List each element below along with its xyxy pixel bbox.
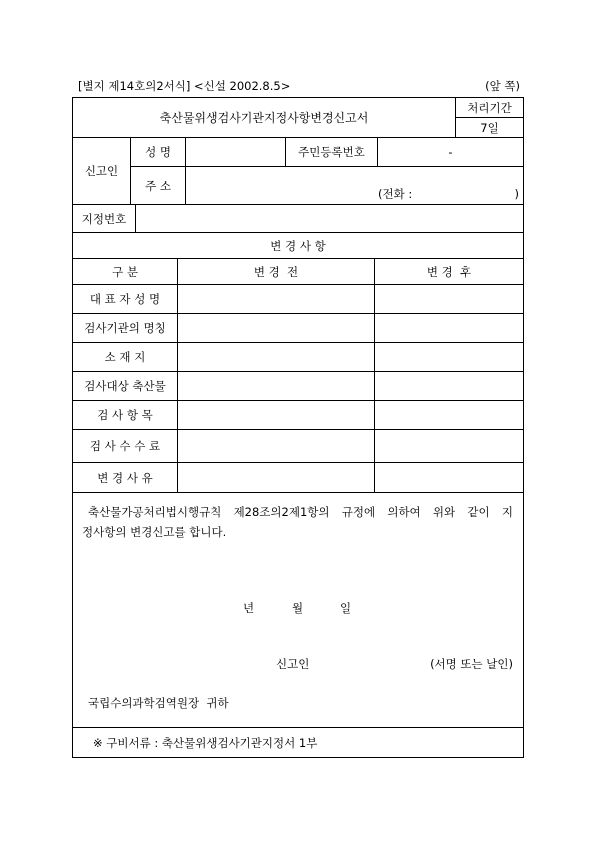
row-label-inspected-products: 검사대상 축산물 <box>72 371 178 401</box>
phone-label: (전화 : <box>378 187 413 201</box>
after-field-location[interactable] <box>374 342 524 372</box>
date-month-label: 월 <box>292 601 304 615</box>
before-field-inspection-fee[interactable] <box>177 429 375 463</box>
column-header-category: 구 분 <box>72 258 178 285</box>
after-field-representative-name[interactable] <box>374 284 524 314</box>
after-field-change-reason[interactable] <box>374 462 524 493</box>
row-label-inspection-fee: 검 사 수 수 료 <box>72 429 178 463</box>
applicant-label: 신고인 <box>72 137 131 205</box>
phone-close-paren: ) <box>514 187 519 201</box>
date-year-label: 년 <box>243 601 255 615</box>
address-label: 주 소 <box>130 166 186 205</box>
page-side-label: (앞 쪽) <box>485 79 520 93</box>
before-field-inspected-products[interactable] <box>177 371 375 401</box>
row-label-change-reason: 변 경 사 유 <box>72 462 178 493</box>
after-field-institution-name[interactable] <box>374 313 524 343</box>
before-field-representative-name[interactable] <box>177 284 375 314</box>
attachments-note: ※ 구비서류 : 축산물위생검사기관지정서 1부 <box>72 727 524 758</box>
after-field-inspected-products[interactable] <box>374 371 524 401</box>
column-header-before: 변 경 전 <box>177 258 375 285</box>
before-field-inspection-items[interactable] <box>177 400 375 430</box>
before-field-location[interactable] <box>177 342 375 372</box>
name-label: 성 명 <box>130 137 186 167</box>
form-number: [별지 제14호의2서식] <신설 2002.8.5> <box>78 79 291 93</box>
name-field[interactable] <box>185 137 286 167</box>
address-field[interactable] <box>185 166 524 205</box>
row-label-inspection-items: 검 사 항 목 <box>72 400 178 430</box>
signer-label: 신고인 <box>276 657 310 671</box>
declaration-text-line-1: 축산물가공처리법시행규칙 제28조의2제1항의 규정에 의하여 위와 같이 지 <box>88 505 513 519</box>
addressee: 국립수의과학검역원장 귀하 <box>88 696 229 710</box>
declaration-text-line-2: 정사항의 변경신고를 합니다. <box>82 525 227 539</box>
row-label-institution-name: 검사기관의 명칭 <box>72 313 178 343</box>
before-field-change-reason[interactable] <box>177 462 375 493</box>
declaration-block <box>72 492 524 728</box>
resident-number-label: 주민등록번호 <box>285 137 378 167</box>
processing-period-label: 처리기간 <box>455 97 524 118</box>
form-title: 축산물위생검사기관지정사항변경신고서 <box>72 97 456 138</box>
designation-number-field[interactable] <box>135 204 524 233</box>
column-header-after: 변 경 후 <box>374 258 524 285</box>
resident-number-separator: - <box>448 145 453 159</box>
processing-period-value: 7일 <box>455 117 524 138</box>
row-label-representative-name: 대 표 자 성 명 <box>72 284 178 314</box>
resident-number-field[interactable] <box>377 137 524 167</box>
row-label-location: 소 재 지 <box>72 342 178 372</box>
date-day-label: 일 <box>340 601 352 615</box>
designation-number-label: 지정번호 <box>72 204 136 233</box>
changes-section-title: 변 경 사 항 <box>72 232 524 259</box>
after-field-inspection-fee[interactable] <box>374 429 524 463</box>
after-field-inspection-items[interactable] <box>374 400 524 430</box>
signature-note: (서명 또는 날인) <box>430 657 513 671</box>
before-field-institution-name[interactable] <box>177 313 375 343</box>
